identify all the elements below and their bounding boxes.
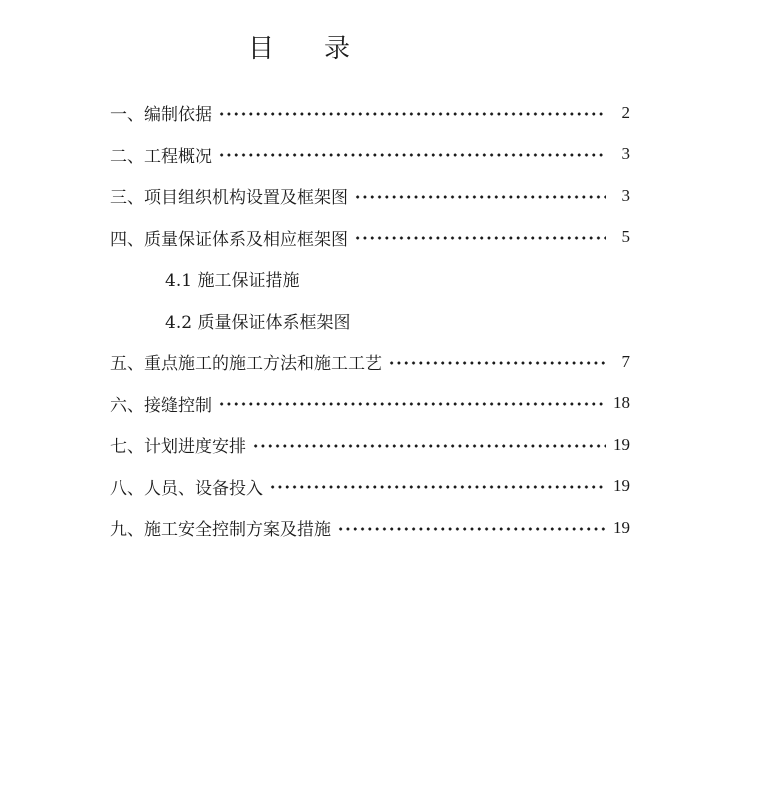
toc-entry-label: 四、质量保证体系及相应框架图: [110, 229, 348, 250]
toc-entry-label: 九、施工安全控制方案及措施: [110, 520, 331, 541]
toc-page-number: 2: [621, 102, 630, 122]
toc-entry-label: 五、重点施工的施工方法和施工工艺: [110, 354, 382, 375]
toc-dot-leader: [337, 527, 606, 531]
toc-page-number: 3: [621, 185, 630, 205]
toc-entry[interactable]: [110, 466, 630, 508]
toc-entry-label: 二、工程概况: [110, 146, 212, 167]
toc-dot-leader: [354, 195, 606, 199]
page-title-right: 录: [324, 34, 353, 64]
toc-entry-label: 一、编制依据: [110, 105, 212, 126]
toc-entry-label: 4.2 质量保证体系框架图: [165, 312, 351, 333]
toc-page-number: 19: [613, 434, 630, 454]
toc-entry[interactable]: [110, 92, 630, 134]
toc-dot-leader: [388, 361, 606, 365]
toc-entry[interactable]: [110, 507, 630, 549]
toc-entry[interactable]: [110, 175, 630, 217]
toc-entry[interactable]: [110, 341, 630, 383]
toc-entry-label: 4.1 施工保证措施: [165, 271, 300, 292]
toc-dot-leader: [269, 485, 606, 489]
toc-page-number: 5: [621, 227, 630, 247]
toc-entry-label: 三、项目组织机构设置及框架图: [110, 188, 348, 209]
toc-page-number: 7: [621, 351, 630, 371]
toc-entry-label: 八、人员、设备投入: [110, 478, 263, 499]
toc-subentry[interactable]: [110, 258, 630, 300]
page-title: [0, 28, 600, 65]
toc-page-number: 18: [613, 393, 630, 413]
toc-subentry[interactable]: [110, 300, 630, 342]
toc-page-number: 3: [621, 144, 630, 164]
toc-entry-label: 七、计划进度安排: [110, 437, 246, 458]
toc-page-number: 19: [613, 476, 630, 496]
toc-entry[interactable]: [110, 383, 630, 425]
toc-dot-leader: [218, 153, 606, 157]
toc-dot-leader: [354, 236, 606, 240]
table-of-contents: [110, 92, 630, 549]
toc-entry-label: 六、接缝控制: [110, 395, 212, 416]
page-title-left: 目: [247, 34, 276, 64]
toc-dot-leader: [252, 444, 606, 448]
toc-dot-leader: [218, 112, 606, 116]
toc-entry[interactable]: [110, 134, 630, 176]
toc-entry[interactable]: [110, 217, 630, 259]
toc-entry[interactable]: [110, 424, 630, 466]
toc-page-number: 19: [613, 517, 630, 537]
toc-dot-leader: [218, 402, 606, 406]
